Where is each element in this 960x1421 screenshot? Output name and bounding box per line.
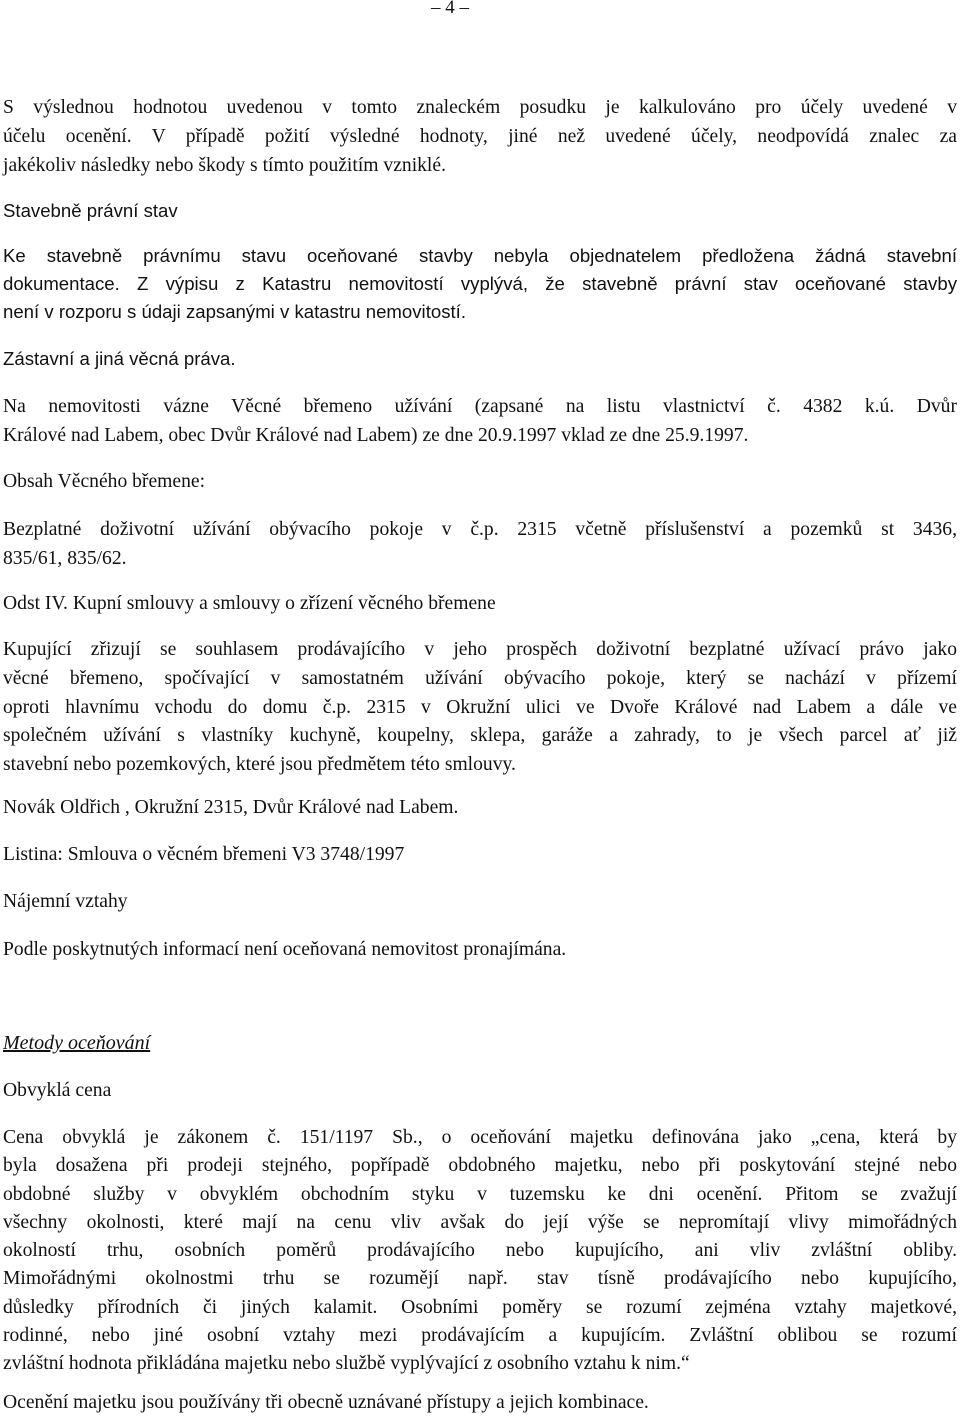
obvykla-cena-subtitle: Obvyklá cena [3,1080,112,1101]
intro-paragraph [3,94,957,180]
metody-heading: Metody oceňování [3,1032,151,1054]
section-title-odst [3,590,957,619]
section-title-obsah: Obsah Věcného břemene: [3,471,206,492]
paragraph-line: důsledky přírodních či jiných kalamit. Osobními poměry se rozumí zejména vztahy majetkové, [3,1296,957,1318]
odst-prefix: Odst IV. [3,593,68,614]
intro-line: jakékoliv následky nebo škody s tímto použitím vzniklé. [3,154,446,176]
paragraph-line: Ke stavebně právnímu stavu oceňované stavby nebyla objednatelem předložena žádná stavební [3,245,957,266]
page-number: – 4 – [431,0,469,18]
obsah-paragraph [3,516,957,574]
paragraph-line: stavební nebo pozemkových, které jsou předmětem této smlouvy. [3,754,516,776]
paragraph-line: společném užívání s vlastníky kuchyně, koupelny, sklepa, garáže a zahrady, to je všech parcel ať již [3,725,957,747]
section-title-najemni: Nájemní vztahy [3,891,128,912]
paragraph-line: Na nemovitosti vázne Věcné břemeno užívání (zapsané na listu vlastnictví č. 4382 k.ú. Dvůr [3,396,957,417]
intro-line: účelu ocenění. V případě požití výsledné hodnoty, jiné než uvedené účely, neodpovídá znalec za [3,125,957,147]
paragraph-line: dokumentace. Z výpisu z Katastru nemovitostí vyplývá, že stavebně právní stav oceňované stavby [3,273,957,294]
zastavni-paragraph [3,393,957,451]
intro-line: S výslednou hodnotou uvedenou v tomto znaleckém posudku je kalkulováno pro účely uvedené v [3,97,957,118]
metody-final-line: Ocenění majetku jsou používány tři obecně uznávané přístupy a jejich kombinace. [3,1392,649,1413]
paragraph-line: Kupující zřizují se souhlasem prodávajícího v jeho prospěch doživotní bezplatné užívací právo jako [3,639,957,660]
metody-paragraph [3,1124,957,1379]
paragraph-line: není v rozporu s údaji zapsanými v katastru nemovitostí. [3,301,466,322]
paragraph-line: Králové nad Labem, obec Dvůr Králové nad Labem) ze dne 20.9.1997 vklad ze dne 25.9.1997. [3,424,749,446]
paragraph-line: zvláštní hodnota přikládána majetku nebo službě vyplývající z osobního vztahu k nim.“ [3,1353,690,1375]
paragraph-line: Mimořádnými okolnostmi trhu se rozumějí např. stav tísně prodávajícího nebo kupujícího, [3,1268,957,1290]
najemni-paragraph: Podle poskytnutých informací není oceňovaná nemovitost pronajímána. [3,939,567,960]
odst-paragraph [3,636,957,780]
paragraph-line: byla dosažena při prodeji stejného, popřípadě obdobného majetku, nebo při poskytování stejné nebo [3,1155,957,1177]
paragraph-line: Cena obvyklá je zákonem č. 151/1197 Sb., o oceňování majetku definována jako „cena, která by [3,1127,957,1148]
section-title-stavebne-pravni: Stavebně právní stav [3,200,178,221]
odst-title: Kupní smlouvy a smlouvy o zřízení věcného břemene [67,593,496,614]
paragraph-line: 835/61, 835/62. [3,547,127,569]
paragraph-line: všechny okolnosti, které mají na cenu vliv avšak do její výše se nepromítají vlivy mimořádných [3,1211,957,1233]
novak-line: Novák Oldřich , Okružní 2315, Dvůr Králové nad Labem. [3,797,459,818]
paragraph-line: obdobné služby v obvyklém obchodním styku v tuzemsku ke dni ocenění. Přitom se zvažují [3,1183,957,1205]
section-title-zastavni: Zástavní a jiná věcná práva. [3,348,236,369]
stavebne-pravni-paragraph [3,242,957,326]
paragraph-line: oproti hlavnímu vchodu do domu č.p. 2315 v Okružní ulici ve Dvoře Králové nad Labem a dále ve [3,696,957,718]
paragraph-line: rodinné, nebo jiné osobní vztahy mezi prodávajícím a kupujícím. Zvláštní oblibou se rozumí [3,1325,957,1347]
paragraph-line: věcné břemeno, spočívající v samostatném užívání obývacího pokoje, který se nachází v přízemí [3,667,957,689]
listina-line: Listina: Smlouva o věcném břemeni V3 3748/1997 [3,844,405,865]
paragraph-line: Bezplatné doživotní užívání obývacího pokoje v č.p. 2315 včetně příslušenství a pozemků st 3436, [3,519,957,540]
paragraph-line: okolností trhu, osobních poměrů prodávajícího nebo kupujícího, ani vliv zvláštní obliby. [3,1240,957,1262]
